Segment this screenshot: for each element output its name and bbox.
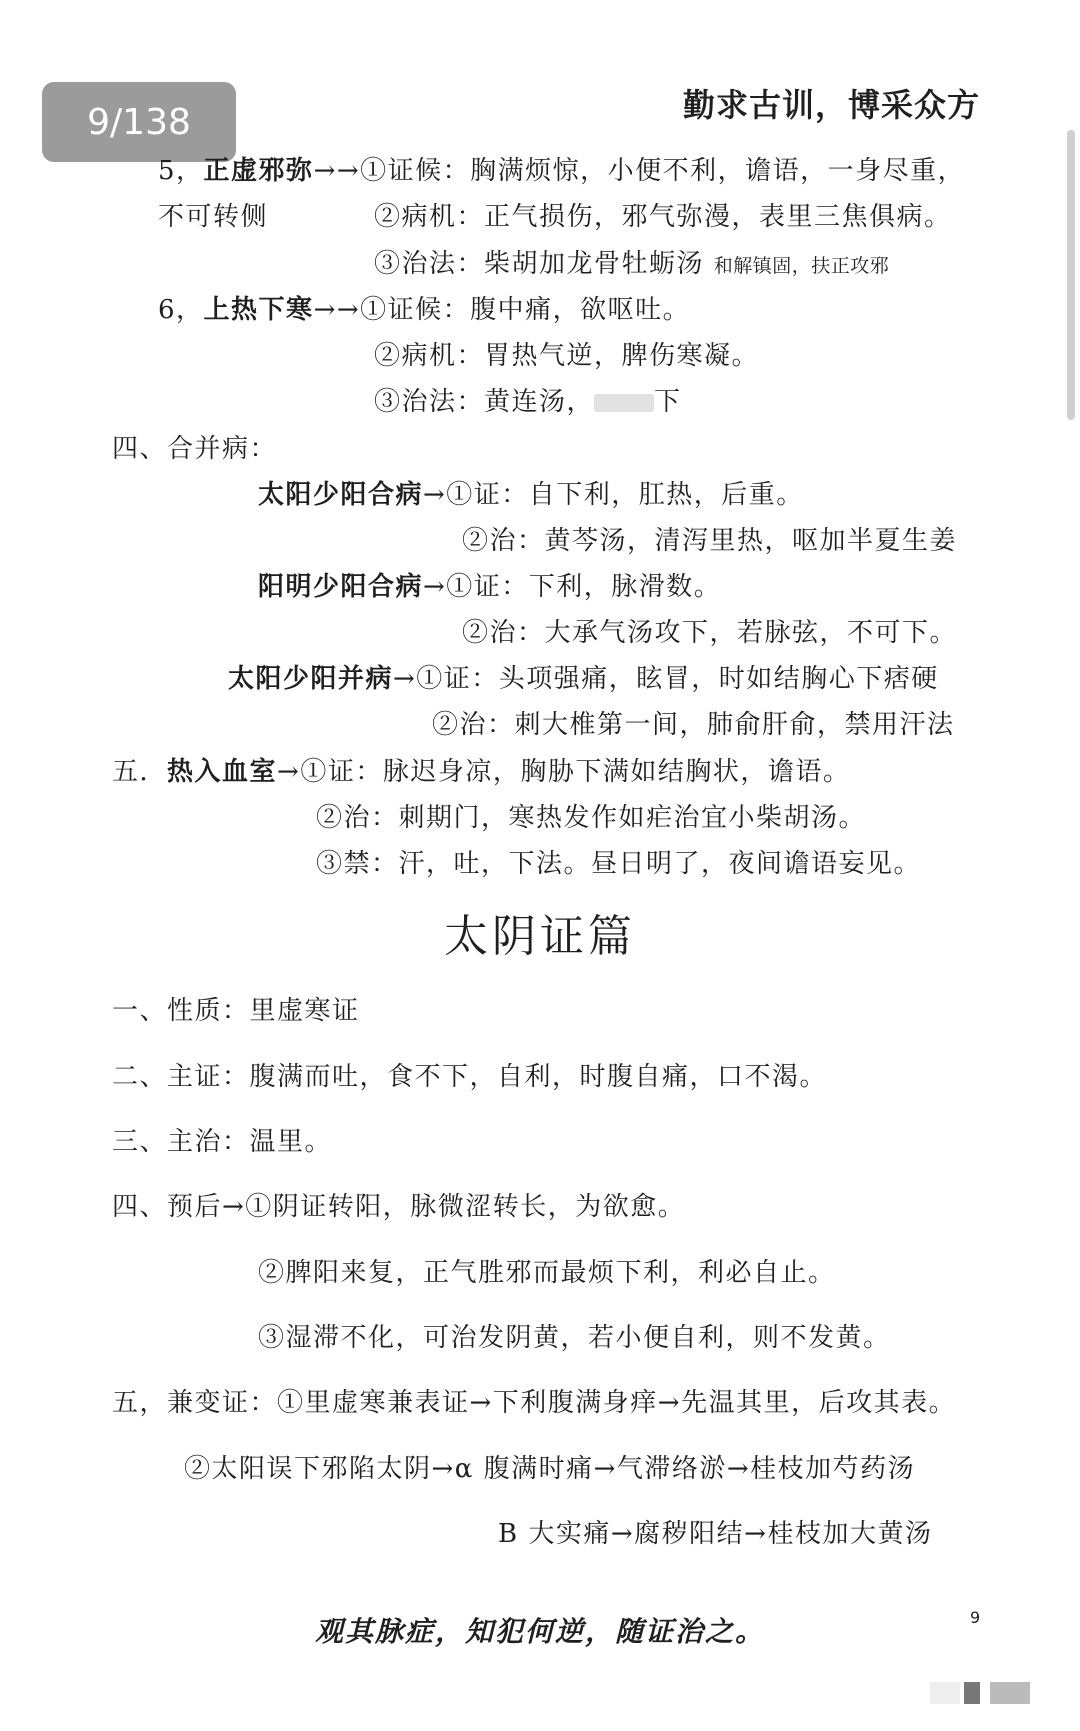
treatment-text: ③治法：柴胡加龙骨牡蛎汤 <box>374 249 705 279</box>
treatment-note: 和解镇固，扶正攻邪 <box>713 255 890 277</box>
item-5-line <box>158 150 965 187</box>
item-text: →→①证候：腹中痛，欲呕吐。 <box>313 295 691 325</box>
section-5-forbidden: ③禁：汗，吐，下法。昼日明了，夜间谵语妄见。 <box>316 849 922 879</box>
disease-text: →①证：自下利，肛热，后重。 <box>423 480 804 510</box>
taiyin-prognosis-2: ②脾阳来复，正气胜邪而最烦下利，利必自止。 <box>258 1258 836 1288</box>
watermark <box>930 1682 1050 1704</box>
section-5-treatment: ②治：刺期门，寒热发作如疟治宜小柴胡汤。 <box>316 803 867 833</box>
item-6-line <box>158 289 690 326</box>
disease-text: →①证：下利，脉滑数。 <box>423 572 722 602</box>
footer-motto: 观其脉症，知犯何逆，随证治之。 <box>314 1615 765 1648</box>
combined-disease-1 <box>258 474 804 511</box>
treatment-tail: 下 <box>654 387 682 417</box>
item-heading: 上热下寒 <box>203 295 314 325</box>
redacted-text <box>594 394 654 412</box>
section-4-title: 四、合并病： <box>112 434 278 464</box>
disease-name: 太阳少阳合病 <box>258 480 424 510</box>
taiyin-main-symptoms: 二、主证：腹满而吐，食不下，自利，时腹自痛，口不渴。 <box>112 1062 828 1092</box>
page-header-title: 勤求古训，博采众方 <box>682 86 980 124</box>
section-number: 五． <box>112 757 168 787</box>
taiyin-main-treatment: 三、主治：温里。 <box>112 1127 333 1157</box>
combined-disease-3-treatment: ②治：刺大椎第一间，肺俞肝俞，禁用汗法 <box>432 710 955 740</box>
item-5-treatment <box>374 243 889 280</box>
scrollbar[interactable] <box>1067 130 1075 420</box>
taiyin-title: 太阴证篇 <box>444 911 636 962</box>
item-text: →→①证候：胸满烦惊，小便不利，谵语，一身尽重， <box>313 156 966 186</box>
taiyin-variant-2: ②太阳误下邪陷太阴→α 腹满时痛→气滞络淤→桂枝加芍药汤 <box>184 1454 916 1484</box>
disease-name: 太阳少阳并病 <box>228 664 394 694</box>
item-5-cont: 不可转侧 <box>158 202 269 232</box>
taiyin-nature: 一、性质：里虚寒证 <box>112 996 360 1026</box>
item-number: 5， <box>158 156 204 186</box>
taiyin-variant-3: B 大实痛→腐秽阳结→桂枝加大黄汤 <box>498 1519 933 1549</box>
combined-disease-3 <box>228 658 939 695</box>
taiyin-prognosis-3: ③湿滞不化，可治发阴黄，若小便自利，则不发黄。 <box>258 1323 891 1353</box>
combined-disease-2-treatment: ②治：大承气汤攻下，若脉弦，不可下。 <box>462 618 958 648</box>
item-6-treatment <box>374 381 682 418</box>
item-5-pathogenesis: ②病机：正气损伤，邪气弥漫，表里三焦俱病。 <box>374 202 952 232</box>
item-number: 6， <box>158 295 204 325</box>
item-heading: 正虚邪弥 <box>203 156 314 186</box>
page-indicator[interactable]: 9/138 <box>42 82 236 162</box>
combined-disease-1-treatment: ②治：黄芩汤，清泻里热，呕加半夏生姜 <box>462 526 958 556</box>
section-heading: 热入血室 <box>167 757 278 787</box>
taiyin-prognosis-1: 四、预后→①阴证转阳，脉微涩转长，为欲愈。 <box>112 1192 686 1222</box>
section-text: →①证：脉迟身凉，胸胁下满如结胸状，谵语。 <box>277 757 851 787</box>
disease-name: 阳明少阳合病 <box>258 572 424 602</box>
section-5-line <box>112 751 850 788</box>
combined-disease-2 <box>258 566 721 603</box>
page-number: 9 <box>970 1608 981 1627</box>
treatment-text: ③治法：黄连汤， <box>374 387 595 417</box>
taiyin-variant-1: 五，兼变证：①里虚寒兼表证→下利腹满身痒→先温其里，后攻其表。 <box>112 1388 957 1418</box>
item-6-pathogenesis: ②病机：胃热气逆，脾伤寒凝。 <box>374 341 760 371</box>
disease-text: →①证：头项强痛，眩冒，时如结胸心下痞硬 <box>393 664 939 694</box>
